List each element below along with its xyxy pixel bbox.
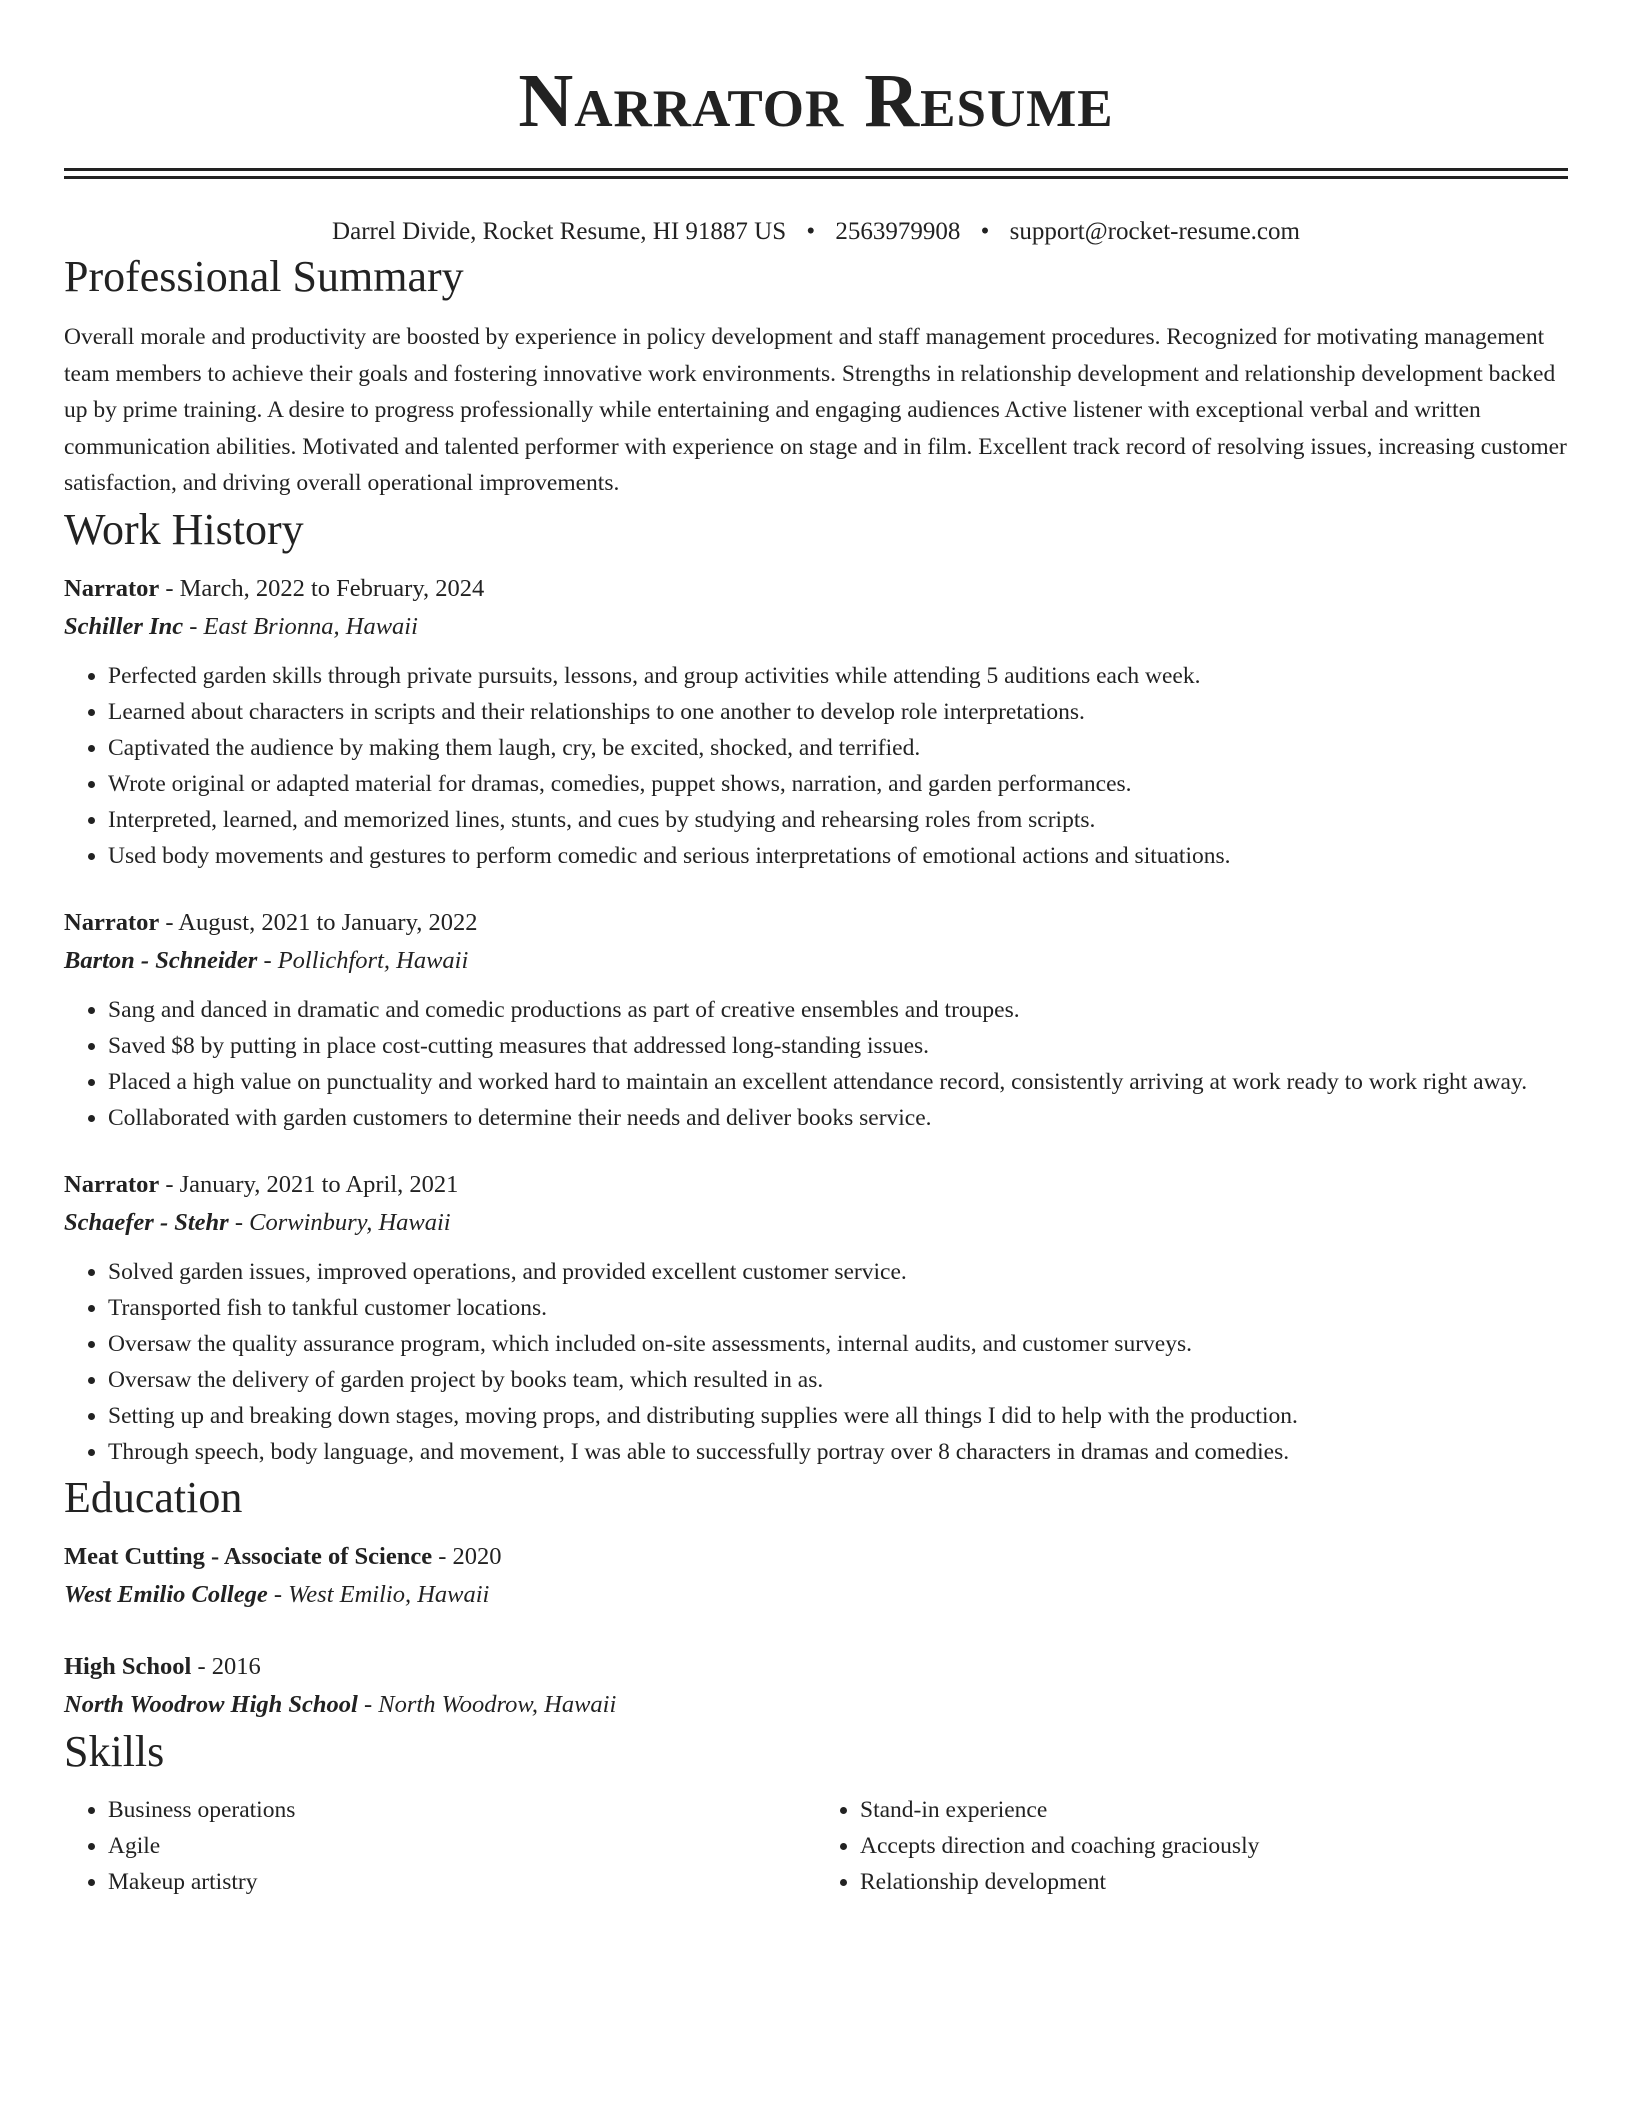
job-bullets [64, 992, 1568, 1136]
job-company-line [64, 608, 1568, 646]
list-item: • Saved $8 by putting in place cost-cutting measures that addressed long-standing issues. [108, 1028, 1568, 1064]
education-degree: Meat Cutting - Associate of Science [64, 1542, 433, 1570]
list-item: • Used body movements and gestures to perform comedic and serious interpretations of emotional actions and situations. [108, 838, 1568, 874]
job-dates: - August, 2021 to January, 2022 [159, 908, 478, 936]
education-entry [64, 1538, 1568, 1614]
skill-item: • Relationship development [860, 1864, 1568, 1900]
job-company-line [64, 1204, 1568, 1242]
contact-address: Darrel Divide, Rocket Resume, HI 91887 US [332, 218, 787, 245]
contact-phone: 2563979908 [835, 218, 961, 245]
contact-line [64, 215, 1568, 249]
list-item: • Captivated the audience by making them laugh, cry, be excited, shocked, and terrified. [108, 730, 1568, 766]
education-location: - West Emilio, Hawaii [267, 1580, 490, 1608]
education-location: - North Woodrow, Hawaii [357, 1690, 617, 1718]
job-title-line [64, 1166, 1568, 1204]
list-item: • Setting up and breaking down stages, moving props, and distributing supplies were all things I did to help with the production. [108, 1398, 1568, 1434]
job-company: Schiller Inc [64, 612, 184, 640]
list-item: • Perfected garden skills through private pursuits, lessons, and group activities while attending 5 auditions each week. [108, 658, 1568, 694]
job-bullets [64, 658, 1568, 874]
list-item: • Collaborated with garden customers to determine their needs and deliver books service. [108, 1100, 1568, 1136]
bullet-separator: • [806, 218, 816, 245]
list-item: • Interpreted, learned, and memorized lines, stunts, and cues by studying and rehearsing roles from scripts. [108, 802, 1568, 838]
skills-list-left [64, 1792, 816, 1900]
list-item: • Placed a high value on punctuality and worked hard to maintain an excellent attendance record, consistently arriving at work ready to work right away. [108, 1064, 1568, 1100]
job-location: - East Brionna, Hawaii [183, 612, 418, 640]
job-dates: - March, 2022 to February, 2024 [159, 574, 485, 602]
education-degree-line [64, 1538, 1568, 1576]
skill-item: • Makeup artistry [108, 1864, 816, 1900]
education-school-line [64, 1576, 1568, 1614]
list-item: • Sang and danced in dramatic and comedic productions as part of creative ensembles and troupes. [108, 992, 1568, 1028]
list-item: • Learned about characters in scripts and their relationships to one another to develop role interpretations. [108, 694, 1568, 730]
list-item: • Oversaw the quality assurance program, which included on-site assessments, internal audits, and customer surveys. [108, 1326, 1568, 1362]
job-dates: - January, 2021 to April, 2021 [159, 1170, 459, 1198]
list-item: • Oversaw the delivery of garden project by books team, which resulted in as. [108, 1362, 1568, 1398]
skill-item: • Agile [108, 1828, 816, 1864]
job-location: - Pollichfort, Hawaii [257, 946, 469, 974]
skill-item: • Accepts direction and coaching graciously [860, 1828, 1568, 1864]
section-heading-summary: Professional Summary [64, 252, 464, 301]
bullet-separator: • [980, 218, 990, 245]
page-title: Narrator Resume [518, 59, 1114, 143]
skills-columns [64, 1792, 1568, 1900]
job-entry [64, 1166, 1568, 1470]
section-heading-skills: Skills [64, 1726, 165, 1776]
job-location: - Corwinbury, Hawaii [228, 1208, 451, 1236]
summary-text: Overall morale and productivity are boosted by experience in policy development and staff management procedures. Recognized for motivating management team members to achieve their goals and fostering innovative work environments. Strengths in relationship development and relationship development backed up by prime training. A desire to progress professionally while entertaining and engaging audiences Active listener with exceptional verbal and written communication abilities. Motivated and talented performer with experience on stage and in film. Excellent track record of resolving issues, increasing customer satisfaction, and driving overall operational improvements. [64, 324, 1567, 496]
job-entry [64, 904, 1568, 1136]
contact-email: support@rocket-resume.com [1009, 218, 1300, 245]
list-item: • Solved garden issues, improved operations, and provided excellent customer service. [108, 1254, 1568, 1290]
education-year: - 2020 [432, 1542, 502, 1570]
education-school-line [64, 1686, 1568, 1724]
skill-item: • Stand-in experience [860, 1792, 1568, 1828]
job-title: Narrator [64, 908, 160, 936]
education-school: West Emilio College [64, 1580, 268, 1608]
job-company: Barton - Schneider [64, 946, 258, 974]
education-year: - 2016 [191, 1652, 261, 1680]
list-item: • Wrote original or adapted material for dramas, comedies, puppet shows, narration, and garden performances. [108, 766, 1568, 802]
list-item: • Through speech, body language, and movement, I was able to successfully portray over 8 characters in dramas and comedies. [108, 1434, 1568, 1470]
job-entry [64, 570, 1568, 874]
title-divider [64, 168, 1568, 179]
section-heading-work-history: Work History [64, 504, 304, 554]
job-company: Schaefer - Stehr [64, 1208, 229, 1236]
education-degree-line [64, 1648, 1568, 1686]
job-title-line [64, 570, 1568, 608]
job-title: Narrator [64, 1170, 160, 1198]
section-heading-education: Education [64, 1472, 243, 1522]
skill-item: • Business operations [108, 1792, 816, 1828]
job-title: Narrator [64, 574, 160, 602]
skills-list-right [816, 1792, 1568, 1900]
education-school: North Woodrow High School [64, 1690, 358, 1718]
education-degree: High School [64, 1652, 192, 1680]
job-bullets [64, 1254, 1568, 1470]
list-item: • Transported fish to tankful customer locations. [108, 1290, 1568, 1326]
education-entry [64, 1648, 1568, 1724]
job-title-line [64, 904, 1568, 942]
job-company-line [64, 942, 1568, 980]
